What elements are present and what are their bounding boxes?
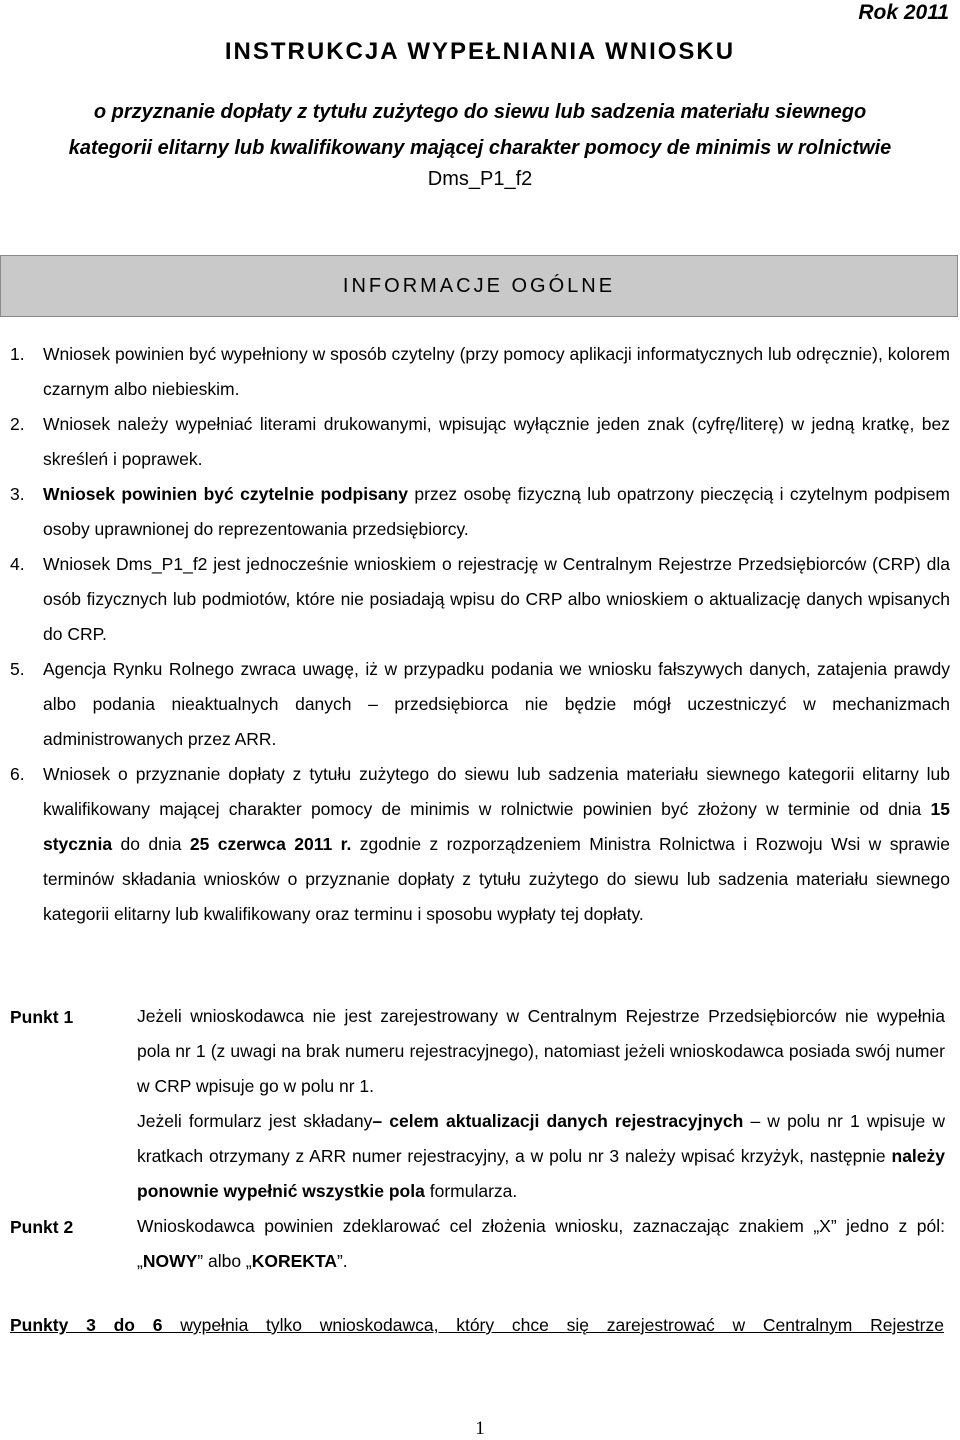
item-text-part: do dnia [112, 834, 190, 854]
section-banner [0, 255, 958, 317]
paragraph-text-part: formularza. [424, 1181, 518, 1201]
item-rest-text: przez osobę fizyczną lub opatrzony pieczęcią i czytelnym podpisem osoby uprawnionej do reprezentowania przedsiębiorcy. [43, 484, 951, 539]
item-number: 3. [10, 484, 25, 504]
subtitle-line-1: o przyznanie dopłaty z tytułu zużytego do siewu lub sadzenia materiału siewnego [93, 101, 867, 123]
option-korekta: KOREKTA [251, 1251, 337, 1271]
list-item [10, 652, 950, 757]
document-title: INSTRUKCJA WYPEŁNIANIA WNIOSKU [224, 38, 736, 65]
item-text [10, 477, 950, 547]
list-item [10, 477, 950, 547]
punkt-2-label: Punkt 2 [10, 1217, 74, 1237]
section-title: INFORMACJE OGÓLNE [342, 274, 616, 297]
bottom-note [10, 1315, 944, 1336]
year-label: Rok 2011 [858, 1, 949, 24]
paragraph-text-part: Wnioskodawca powinien zdeklarować cel złożenia wniosku, zaznaczając znakiem „X” jedno z pól: „ [137, 1216, 945, 1271]
list-item [10, 337, 950, 407]
punkt-1-paragraph-1: Jeżeli wnioskodawca nie jest zarejestrowany w Centralnym Rejestrze Przedsiębiorców nie wypełnia pola nr 1 (z uwagi na brak numeru rejestracyjnego), natomiast jeżeli wnioskodawca posiada swój numer w CRP wpisuje go w polu nr 1. [137, 1006, 945, 1096]
item-text-part: zgodnie z rozporządzeniem Ministra Rolnictwa i Rozwoju Wsi w sprawie terminów składania wniosków o przyznanie dopłaty z tytułu zużytego do siewu lub sadzenia materiału siewnego kategorii elitarny lub kwalifikowany oraz terminu i sposobu wypłaty tej dopłaty. [43, 834, 951, 924]
punkt-1-body [137, 999, 945, 1209]
item-number: 6. [10, 764, 25, 784]
paragraph-bold-part: należy ponownie wypełnić wszystkie pola [137, 1146, 945, 1201]
paragraph-bold-part: – celem aktualizacji danych rejestracyjnych [372, 1111, 744, 1131]
option-nowy: NOWY [142, 1251, 198, 1271]
list-item [10, 407, 950, 477]
item-number: 4. [10, 554, 25, 574]
item-bold-text: Wniosek powinien być czytelnie podpisany [43, 484, 408, 504]
bottom-note-text: wypełnia tylko wnioskodawca, który chce się zarejestrować w Centralnym Rejestrze [162, 1315, 944, 1335]
paragraph-text-part: ”. [336, 1251, 348, 1271]
item-text [10, 757, 950, 932]
item-text: Wniosek Dms_P1_f2 jest jednocześnie wnioskiem o rejestrację w Centralnym Rejestrze Przedsiębiorców (CRP) dla osób fizycznych lub podmiotów, które nie posiadają wpisu do CRP albo wnioskiem o aktualizację danych wpisanych do CRP. [43, 554, 950, 644]
item-text: Wniosek powinien być wypełniony w sposób czytelny (przy pomocy aplikacji informatycznych lub odręcznie), kolorem czarnym albo niebieskim. [43, 344, 950, 399]
punkt-1-label: Punkt 1 [10, 1007, 74, 1027]
form-code: Dms_P1_f2 [427, 168, 533, 190]
punkt-2-body [137, 1209, 945, 1279]
item-number: 2. [10, 414, 25, 434]
page-number: 1 [475, 1418, 485, 1439]
bottom-note-bold: Punkty 3 do 6 [10, 1315, 163, 1335]
document-subtitle [0, 94, 960, 166]
item-text-part: Wniosek o przyznanie dopłaty z tytułu zużytego do siewu lub sadzenia materiału siewnego kategorii elitarny lub kwalifikowany mającej charakter pomocy de minimis w rolnictwie powinien być złożony w terminie od dnia [43, 764, 950, 819]
punkt-1-paragraph-2 [137, 1104, 945, 1209]
list-item [10, 757, 950, 932]
subtitle-line-2: kategorii elitarny lub kwalifikowany mającej charakter pomocy de minimis w rolnictwie [68, 137, 892, 159]
paragraph-text-part: Jeżeli formularz jest składany [137, 1111, 373, 1131]
item-text: Agencja Rynku Rolnego zwraca uwagę, iż w przypadku podania we wniosku fałszywych danych, zatajenia prawdy albo podania nieaktualnych danych – przedsiębiorca nie będzie mógł uczestniczyć w mechanizmach administrowanych przez ARR. [43, 659, 950, 749]
item-text: Wniosek należy wypełniać literami drukowanymi, wpisując wyłącznie jeden znak (cyfrę/literę) w jedną kratkę, bez skreśleń i poprawek. [43, 414, 950, 469]
item-number: 1. [10, 344, 25, 364]
end-date: 25 czerwca 2011 r. [189, 834, 352, 854]
start-date: 15 stycznia [43, 799, 950, 854]
paragraph-text-part: – w polu nr 1 wpisuje w kratkach otrzymany z ARR numer rejestracyjny, a w polu nr 3 należy wpisać krzyżyk, następnie [137, 1111, 945, 1166]
item-number: 5. [10, 659, 25, 679]
paragraph-text-part: ” albo „ [197, 1251, 252, 1271]
list-item [10, 547, 950, 652]
